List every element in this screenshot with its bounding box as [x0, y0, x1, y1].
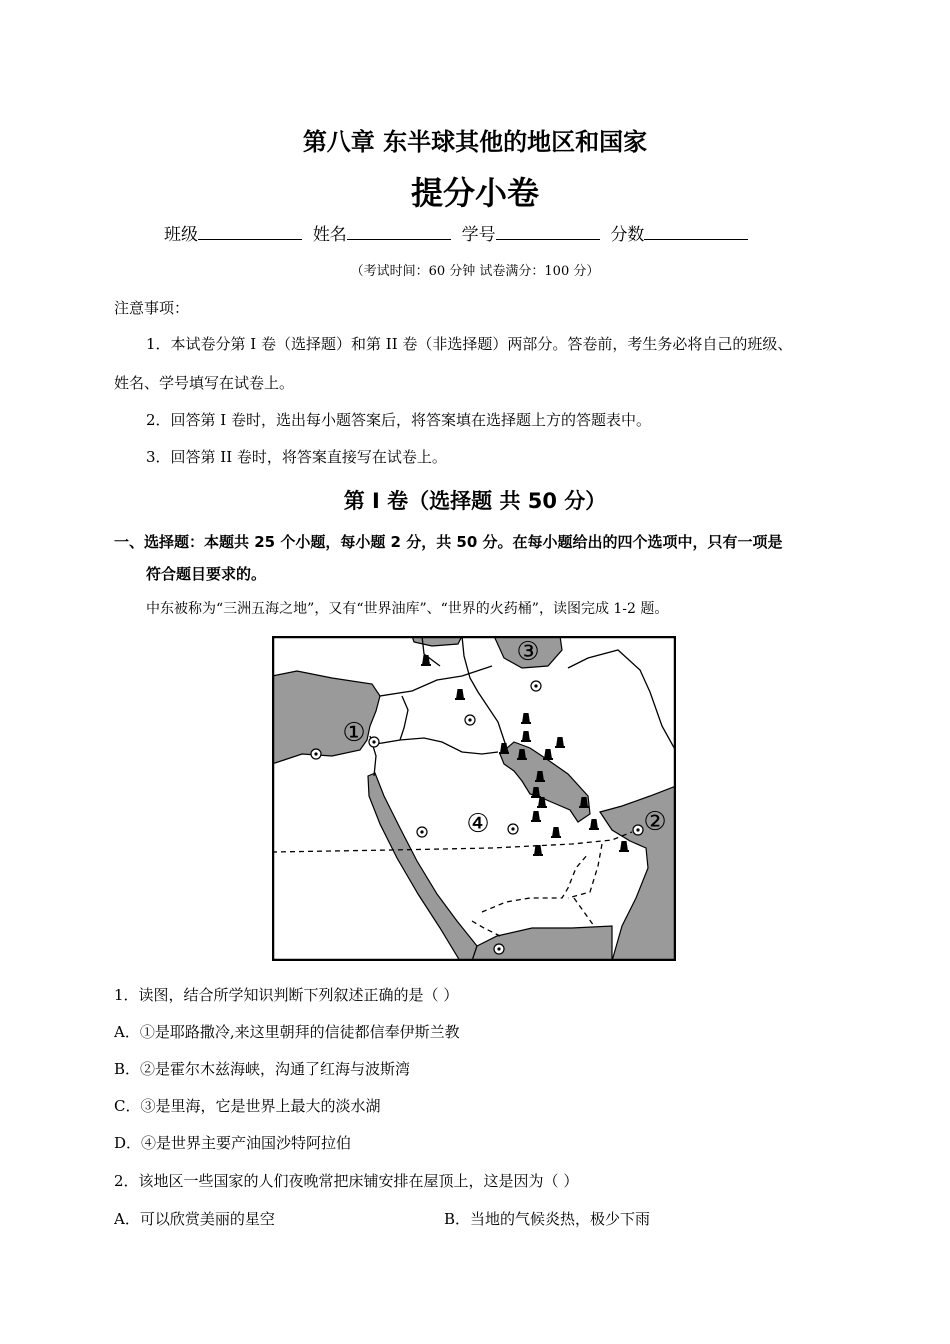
note-1-line-2: 姓名、学号填写在试卷上。 — [114, 374, 295, 392]
notes-heading: 注意事项： — [114, 299, 190, 317]
chapter-title: 第八章 东半球其他的地区和国家 — [302, 128, 648, 156]
q2-option-b[interactable]: B．当地的气候炎热，极少下雨 — [444, 1210, 651, 1228]
question-intro: 中东被称为“三洲五海之地”，又有“世界油库”、“世界的火药桶”，读图完成 1-2 题。 — [146, 601, 669, 617]
section-instruction-line-2: 符合题目要求的。 — [146, 565, 267, 583]
section-instruction-line-1: 一、选择题：本题共 25 个小题，每小题 2 分，共 50 分。在每小题给出的四个选项中，只有一项是 — [114, 533, 783, 551]
note-1-line-1: 1．本试卷分第 I 卷（选择题）和第 II 卷（非选择题）两部分。答卷前，考生务必将自己的班级、 — [146, 335, 793, 353]
q2-stem: 2．该地区一些国家的人们夜晚常把床铺安排在屋顶上，这是因为（ ） — [114, 1172, 579, 1190]
label-1: ① — [342, 718, 366, 748]
class-blank[interactable] — [198, 223, 302, 240]
q1-stem: 1．读图，结合所学知识判断下列叙述正确的是（ ） — [114, 986, 459, 1004]
name-blank[interactable] — [347, 223, 451, 240]
section-title: 第 I 卷（选择题 共 50 分） — [343, 489, 607, 513]
score-label: 分数 — [610, 225, 645, 245]
name-label: 姓名 — [312, 225, 347, 245]
q2-option-a[interactable]: A．可以欣赏美丽的星空 — [114, 1210, 275, 1228]
q1-option-d[interactable]: D．④是世界主要产油国沙特阿拉伯 — [114, 1134, 352, 1152]
info-fields — [164, 220, 748, 245]
q1-option-c[interactable]: C．③是里海，它是世界上最大的淡水湖 — [114, 1097, 381, 1115]
note-3: 3．回答第 II 卷时，将答案直接写在试卷上。 — [146, 448, 447, 466]
paper-title: 提分小卷 — [410, 174, 539, 212]
note-2: 2．回答第 I 卷时，选出每小题答案后，将答案填在选择题上方的答题表中。 — [146, 411, 652, 429]
label-4: ④ — [466, 809, 490, 839]
label-2: ② — [643, 807, 667, 837]
class-label: 班级 — [164, 225, 198, 245]
q1-option-b[interactable]: B．②是霍尔木兹海峡，沟通了红海与波斯湾 — [114, 1060, 411, 1078]
middle-east-map — [272, 636, 676, 961]
q1-option-a[interactable]: A．①是耶路撒冷,来这里朝拜的信徒都信奉伊斯兰教 — [114, 1023, 460, 1041]
id-label: 学号 — [461, 225, 496, 245]
label-3: ③ — [516, 637, 540, 667]
score-blank[interactable] — [644, 223, 748, 240]
id-blank[interactable] — [496, 223, 600, 240]
exam-info: （考试时间：60 分钟 试卷满分：100 分） — [350, 264, 600, 279]
